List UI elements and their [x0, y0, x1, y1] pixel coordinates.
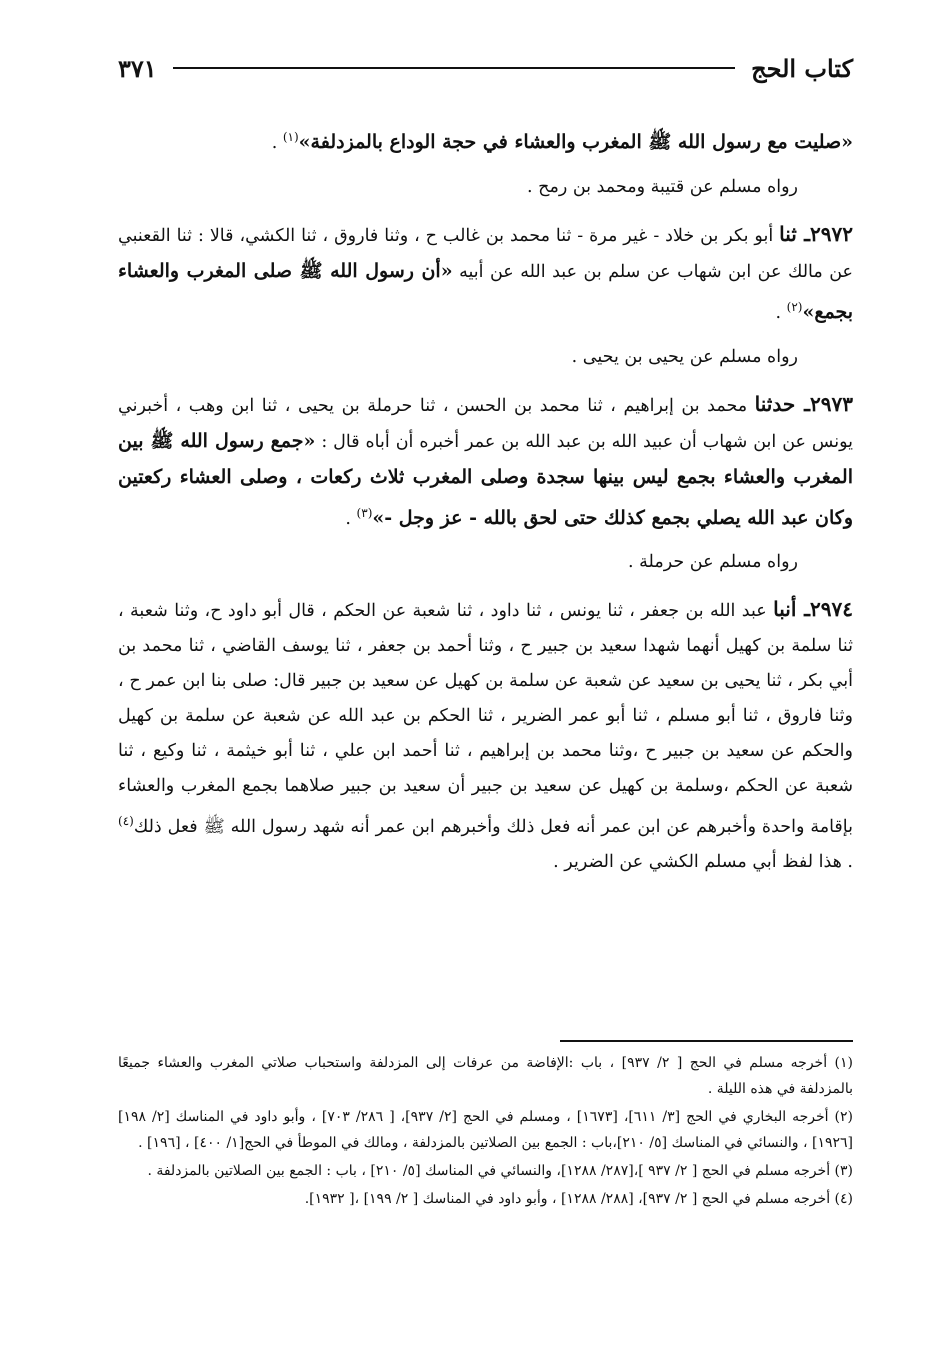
hadith-number: ٢٩٧٢ـ ثنا — [779, 221, 853, 246]
footnote-1: (١) أخرجه مسلم في الحج [ ٢/ ٩٣٧] ، باب :الإفاضة من عرفات إلى المزدلفة واستحباب صلاتي المغرب والعشاء جميعًا بالمزدلفة في هذه الليلة . — [118, 1055, 854, 1097]
sentence-end: . — [345, 508, 357, 529]
footnote-ref-3: (٣) — [356, 505, 373, 520]
hadith-2971-continuation — [118, 120, 853, 161]
footnote-ref-1: (١) — [282, 130, 299, 144]
hadith-chain: محمد بن إبراهيم ، ثنا محمد بن الحسن ، ثنا حرملة بن يحيى ، ثنا ابن وهب ، أخبرني يونس عن ابن شهاب أن عبيد الله بن عبد الله بن عمر أخبره أن أباه قال : — [118, 395, 853, 452]
hadith-quote: «صليت مع رسول الله ﷺ المغرب والعشاء في حجة الوداع بالمزدلفة» — [298, 130, 853, 153]
footnote-2: (٢) أخرجه البخاري في الحج [٣/ ٦١١]، [١٦٧٣] ، ومسلم في الحج [٢/ ٩٣٧]، [ ٢٨٦/ ٧٠٣] ، وأبو داود في المناسك [٢/ ١٩٨] [١٩٢٦] ، والنسائي في المناسك [٥/ ٢١٠]،باب : الجمع بين الصلاتين بالمزدلفة ، ومالك في الموطأ في الحج[١/ ٤٠٠] ، [١٩٦] . — [118, 1109, 854, 1151]
hadith-2974 — [118, 592, 853, 880]
narration-note: رواه مسلم عن حرملة . — [628, 552, 798, 573]
hadith-chain: أبو بكر بن خلاد - غير مرة - ثنا محمد بن غالب ح ، وثنا فاروق ، ثنا الكشي، قالا : ثنا القعنبي عن مالك عن ابن شهاب عن سلم بن عبد الله عن أبيه — [118, 225, 854, 282]
page-number: ٣٧١ — [118, 53, 157, 83]
hadith-chain: عبد الله بن جعفر ، ثنا يونس ، ثنا داود ، ثنا شعبة عن الحكم ، قال أبو داود ح، وثنا شعبة ، ثنا سلمة بن كهيل أنهما شهدا سعيد بن جبير ح ، وثنا أحمد بن جعفر ، ثنا يوسف القاضي ، ثنا محمد بن أبي بكر ، ثنا يحيى بن سعيد عن شعبة عن سلمة بن كهيل عن سعيد بن جبير قال: صلى بنا ابن عمر ح ، وثنا فاروق ، ثنا أبو مسلم ، ثنا أبو عمر الضرير ، ثنا الحكم بن عبد الله عن شعبة عن سلمة بن كهيل والحكم عن سعيد بن جبير ح ،وثنا محمد بن إبراهيم ، ثنا أحمد ابن علي ، ثنا أبو خيثمة ، ثنا وكيع ، ثنا شعبة عن الحكم ،وسلمة بن كهيل عن سعيد بن جبير أن سعيد بن جبير صلاهما بجمع المغرب والعشاء بإقامة واحدة وأخبرهم عن ابن عمر أنه فعل ذلك وأخبرهم ابن عمر أنه شهد رسول الله ﷺ فعل ذلك — [118, 601, 853, 838]
hadith-quote: «جمع رسول الله ﷺ بين المغرب والعشاء بجمع ليس بينها سجدة وصلى المغرب ثلاث ركعات ، وصلى العشاء ركعتين وكان عبد الله يصلي بجمع كذلك حتى لحق بالله - عز وجل -» — [118, 429, 853, 529]
footnote-3: (٣) أخرجه مسلم في الحج [ ٢/ ٩٣٧ ]،[٢٨٧/ ١٢٨٨]، والنسائي في المناسك [٥/ ٢١٠] ، باب : الجمع بين الصلاتين بالمزدلفة . — [147, 1163, 853, 1179]
footnotes — [118, 1050, 853, 1214]
hadith-number: ٢٩٧٣ـ حدثنا — [754, 391, 853, 416]
footnote-ref-2: (٢) — [786, 299, 803, 314]
sentence-end: . — [271, 132, 283, 153]
hadith-2972 — [118, 217, 853, 331]
hadith-2973 — [118, 387, 853, 537]
footnote-4: (٤) أخرجه مسلم في الحج [ ٢/ ٩٣٧]، [٢٨٨/ ١٢٨٨] ، وأبو داود في المناسك [ ٢/ ١٩٩] ،[ ١٩٣٢]. — [304, 1191, 853, 1207]
footnote-ref-4: (٤) — [118, 814, 134, 829]
sentence-end: . — [775, 302, 787, 323]
hadith-number: ٢٩٧٤ـ أنبا — [773, 597, 854, 622]
main-text — [118, 120, 853, 880]
header-rule — [173, 67, 735, 69]
page-header — [118, 48, 853, 88]
book-title: كتاب الحج — [751, 53, 853, 83]
sentence-end: . هذا لفظ أبي مسلم الكشي عن الضرير . — [553, 852, 853, 873]
narration-note: رواه مسلم عن قتيبة ومحمد بن رمح . — [527, 176, 798, 197]
narration-note: رواه مسلم عن يحيى بن يحيى . — [571, 346, 798, 367]
footnote-separator — [560, 1040, 853, 1042]
hadith-quote: «أن رسول الله ﷺ صلى المغرب والعشاء بجمع» — [118, 259, 853, 323]
